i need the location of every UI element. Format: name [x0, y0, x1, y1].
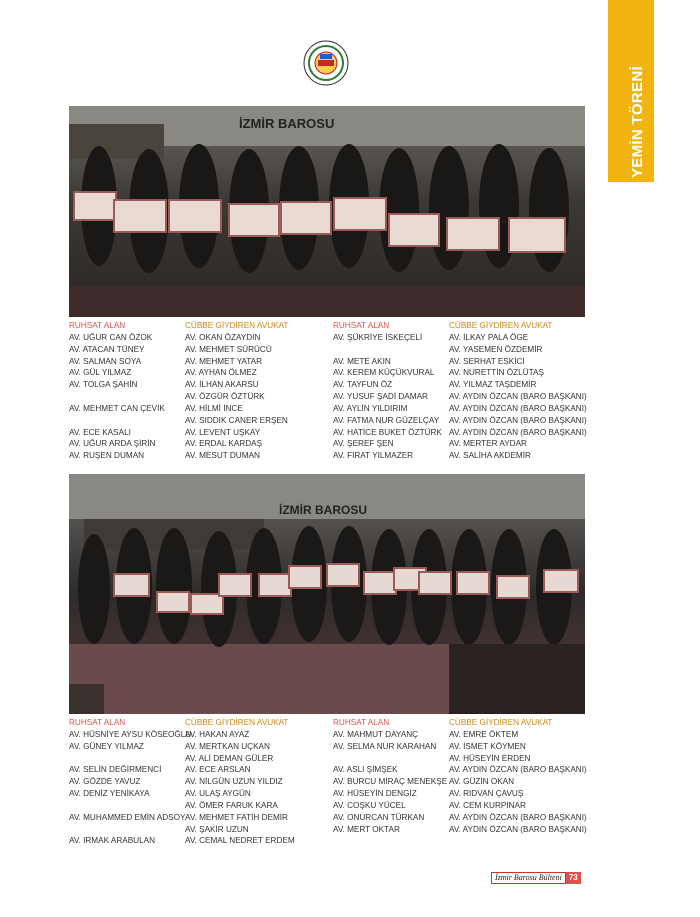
robing-lawyer-name: AV. MERTKAN UÇKAN: [185, 741, 270, 751]
list-row: [333, 415, 587, 427]
section2-left-list: [69, 717, 295, 847]
list-row: [69, 776, 295, 788]
robing-lawyer-name: AV. İLKAY PALA ÖGE: [449, 332, 529, 342]
license-recipient-name: AV. SELİN DEĞİRMENCİ: [69, 765, 162, 775]
license-recipient-name: AV. MEHMET CAN ÇEVİK: [69, 403, 165, 413]
license-recipient-name: AV. ŞEREF ŞEN: [333, 439, 394, 449]
license-recipient-name: AV. RUŞEN DUMAN: [69, 451, 145, 461]
list-row: [69, 367, 288, 379]
page-footer: [491, 872, 581, 884]
license-recipient-name: AV. IRMAK ARABULAN: [69, 836, 155, 846]
list-row: [333, 367, 587, 379]
robing-lawyer-name: AV. AYDIN ÖZCAN (BARO BAŞKANI): [449, 427, 587, 437]
license-recipient-name: AV. DENİZ YENİKAYA: [69, 789, 150, 799]
banner-text: İZMİR BAROSU: [239, 116, 335, 131]
header-robing-lawyer: CÜBBE GİYDİREN AVUKAT: [185, 321, 289, 330]
list-row: [333, 391, 587, 403]
header-robing-lawyer: CÜBBE GİYDİREN AVUKAT: [449, 321, 553, 330]
robing-lawyer-name: AV. OKAN ÖZAYDIN: [185, 332, 261, 342]
header-license-recipient: RUHSAT ALAN: [333, 718, 390, 727]
list-row: [333, 332, 587, 344]
header-license-recipient: RUHSAT ALAN: [69, 718, 126, 727]
robing-lawyer-name: AV. MEHMET YATAR: [185, 356, 263, 366]
robing-lawyer-name: AV. SERHAT ESKİCİ: [449, 356, 525, 366]
robing-lawyer-name: AV. YILMAZ TAŞDEMİR: [449, 380, 537, 390]
license-recipient-name: AV. ŞÜKRİYE İSKEÇELİ: [333, 332, 423, 342]
license-recipient-name: AV. METE AKIN: [333, 356, 391, 366]
license-recipient-name: AV. KEREM KÜÇÜKVURAL: [333, 368, 435, 378]
ceremony-photo-1: [69, 106, 585, 317]
section-tab: [608, 0, 654, 182]
list-row: [69, 450, 288, 462]
license-recipient-name: AV. HÜSEYİN DENGİZ: [333, 789, 417, 799]
list-row: [69, 379, 288, 391]
list-row: [69, 438, 288, 450]
robing-lawyer-name: AV. MESUT DUMAN: [185, 451, 260, 461]
list-row: [333, 450, 587, 462]
list-row: [69, 741, 295, 753]
list-row: [333, 438, 587, 450]
robing-lawyer-name: AV. SALİHA AKDEMİR: [449, 451, 531, 461]
list-row: [333, 729, 587, 741]
robing-lawyer-name: AV. ERDAL KARDAŞ: [185, 439, 263, 449]
license-recipient-name: AV. AYLİN YILDIRIM: [333, 403, 408, 413]
section2-right-list: [333, 717, 587, 835]
robing-lawyer-name: AV. ÖZGÜR ÖZTÜRK: [185, 392, 265, 402]
list-row: [333, 403, 587, 415]
license-recipient-name: AV. ASLI ŞİMŞEK: [333, 765, 398, 775]
robing-lawyer-name: AV. CEMAL NEDRET ERDEM: [185, 836, 295, 846]
robing-lawyer-name: AV. EMRE ÖKTEM: [449, 729, 519, 739]
license-recipient-name: AV. UĞUR CAN ÖZOK: [69, 332, 153, 342]
list-row: [333, 776, 587, 788]
license-recipient-name: AV. SALMAN SOYA: [69, 356, 142, 366]
list-row: [333, 800, 587, 812]
list-row: [333, 344, 587, 356]
header-license-recipient: RUHSAT ALAN: [333, 321, 390, 330]
license-recipient-name: AV. FIRAT YILMAZER: [333, 451, 414, 461]
license-recipient-name: AV. GÜL YILMAZ: [69, 368, 132, 378]
robing-lawyer-name: AV. LEVENT UŞKAY: [185, 427, 261, 437]
list-row: [69, 835, 295, 847]
list-row: [333, 764, 587, 776]
robing-lawyer-name: AV. RIDVAN ÇAVUŞ: [449, 789, 524, 799]
license-recipient-name: AV. UĞUR ARDA ŞİRİN: [69, 439, 156, 449]
robing-lawyer-name: AV. MEHMET SÜRÜCÜ: [185, 344, 272, 354]
list-row: [69, 824, 295, 836]
license-recipient-name: AV. YUSUF ŞADİ DAMAR: [333, 392, 428, 402]
list-row: [69, 788, 295, 800]
ceremony-photo-2: [69, 474, 585, 714]
list-row: [333, 753, 587, 765]
robing-lawyer-name: AV. AYDIN ÖZCAN (BARO BAŞKANI): [449, 812, 587, 822]
robing-lawyer-name: AV. AYDIN ÖZCAN (BARO BAŞKANI): [449, 392, 587, 402]
robing-lawyer-name: AV. GÜZİN OKAN: [449, 777, 515, 787]
list-row: [69, 800, 295, 812]
robing-lawyer-name: AV. SIDDIK CANER ERŞEN: [185, 415, 288, 425]
robing-lawyer-name: AV. ŞAKİR UZUN: [185, 824, 249, 834]
robing-lawyer-name: AV. İSMET KÖYMEN: [449, 741, 526, 751]
robing-lawyer-name: AV. CEM KURPINAR: [449, 800, 526, 810]
list-row: [333, 379, 587, 391]
license-recipient-name: AV. SELMA NUR KARAHAN: [333, 741, 437, 751]
list-row: [333, 812, 587, 824]
robing-lawyer-name: AV. AYDIN ÖZCAN (BARO BAŞKANI): [449, 824, 587, 834]
list-row: [69, 344, 288, 356]
list-row: [333, 824, 587, 836]
license-recipient-name: AV. COŞKU YÜCEL: [333, 800, 406, 810]
list-row: [69, 356, 288, 368]
license-recipient-name: AV. TAYFUN ÖZ: [333, 380, 393, 390]
robing-lawyer-name: AV. YASEMEN ÖZDEMİR: [449, 344, 543, 354]
license-recipient-name: AV. HATİCE BUKET ÖZTÜRK: [333, 427, 442, 437]
license-recipient-name: AV. ONURCAN TÜRKAN: [333, 812, 425, 822]
robing-lawyer-name: AV. HÜSEYİN ERDEN: [449, 753, 531, 763]
header-license-recipient: RUHSAT ALAN: [69, 321, 126, 330]
robing-lawyer-name: AV. MEHMET FATİH DEMİR: [185, 812, 288, 822]
list-row: [69, 812, 295, 824]
section1-right-list: [333, 320, 587, 462]
robing-lawyer-name: AV. ULAŞ AYGÜN: [185, 789, 251, 799]
bar-association-logo: [303, 40, 349, 86]
page-number: 73: [566, 872, 581, 884]
list-row: [69, 391, 288, 403]
list-row: [69, 415, 288, 427]
list-row: [69, 753, 295, 765]
list-row: [69, 729, 295, 741]
robing-lawyer-name: AV. ÖMER FARUK KARA: [185, 800, 278, 810]
robing-lawyer-name: AV. İLHAN AKARSU: [185, 380, 259, 390]
license-recipient-name: AV. TOLGA ŞAHİN: [69, 380, 138, 390]
list-row: [69, 764, 295, 776]
license-recipient-name: AV. BURCU MİRAÇ MENEKŞE: [333, 777, 448, 787]
robing-lawyer-name: AV. AYHAN ÖLMEZ: [185, 368, 257, 378]
section1-left-list: [69, 320, 288, 462]
robing-lawyer-name: AV. ECE ARSLAN: [185, 765, 251, 775]
license-recipient-name: AV. GÜNEY YILMAZ: [69, 741, 144, 751]
robing-lawyer-name: AV. NURETTİN ÖZLÜTAŞ: [449, 368, 544, 378]
header-robing-lawyer: CÜBBE GİYDİREN AVUKAT: [449, 718, 553, 727]
robing-lawyer-name: AV. AYDIN ÖZCAN (BARO BAŞKANI): [449, 403, 587, 413]
license-recipient-name: AV. ECE KASALI: [69, 427, 131, 437]
license-recipient-name: AV. MERT OKTAR: [333, 824, 400, 834]
section-title: YEMİN TÖRENİ: [629, 66, 646, 178]
robing-lawyer-name: AV. AYDIN ÖZCAN (BARO BAŞKANI): [449, 765, 587, 775]
license-recipient-name: AV. FATMA NUR GÜZELÇAY: [333, 415, 440, 425]
robing-lawyer-name: AV. MERTER AYDAR: [449, 439, 527, 449]
robing-lawyer-name: AV. AYDIN ÖZCAN (BARO BAŞKANI): [449, 415, 587, 425]
robing-lawyer-name: AV. HİLMİ İNCE: [185, 403, 243, 413]
list-row: [69, 403, 288, 415]
list-row: [333, 788, 587, 800]
robing-lawyer-name: AV. ALİ DEMAN GÜLER: [185, 753, 274, 763]
license-recipient-name: AV. ATACAN TÜNEY: [69, 344, 145, 354]
robing-lawyer-name: AV. NİLGÜN UZUN YILDIZ: [185, 777, 283, 787]
list-row: [333, 356, 587, 368]
list-row: [69, 332, 288, 344]
publication-name: İzmir Barosu Bülteni: [491, 872, 566, 884]
header-robing-lawyer: CÜBBE GİYDİREN AVUKAT: [185, 718, 289, 727]
license-recipient-name: AV. GÖZDE YAVUZ: [69, 777, 141, 787]
license-recipient-name: AV. MUHAMMED EMİN ADSOY: [69, 812, 186, 822]
list-row: [69, 427, 288, 439]
list-row: [333, 427, 587, 439]
list-row: [333, 741, 587, 753]
license-recipient-name: AV. HÜSNİYE AYSU KÖSEOĞLU: [69, 729, 192, 739]
license-recipient-name: AV. MAHMUT DAYANÇ: [333, 729, 419, 739]
robing-lawyer-name: AV. HAKAN AYAZ: [185, 729, 250, 739]
banner-text: İZMİR BAROSU: [279, 503, 367, 517]
